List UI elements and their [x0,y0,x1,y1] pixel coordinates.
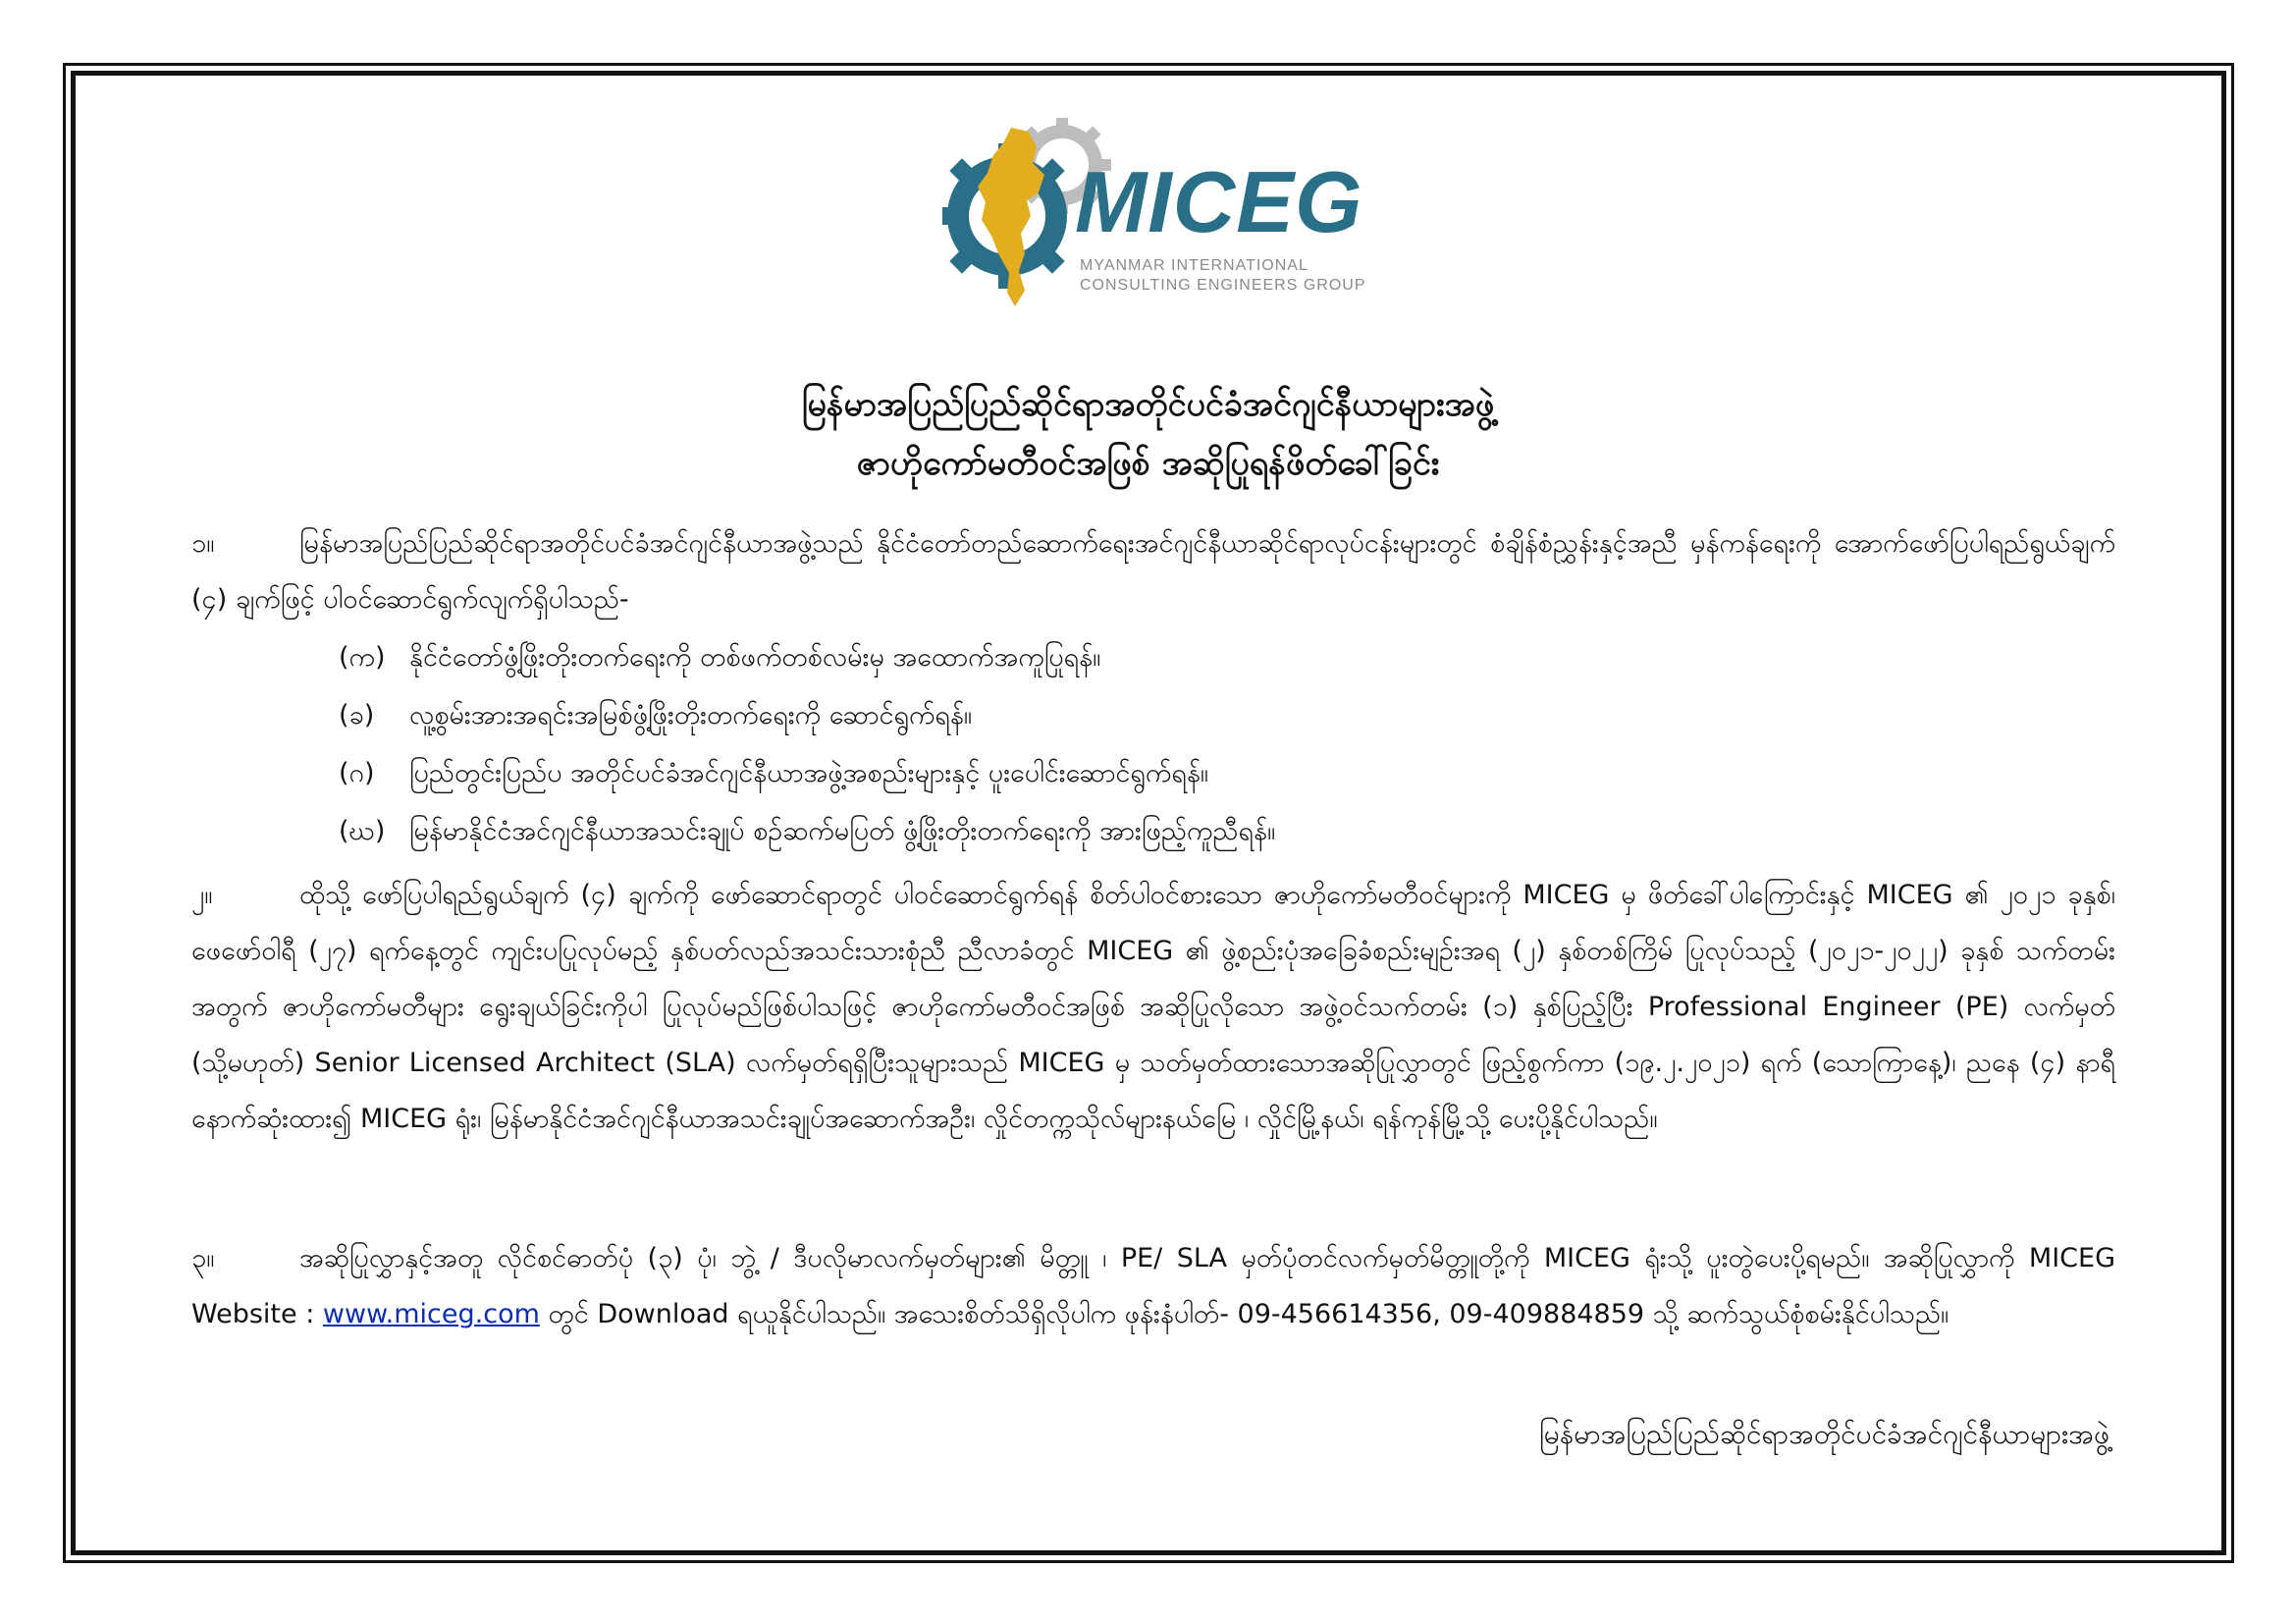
objectives-list [339,628,2106,860]
list-item-text: ပြည်တွင်းပြည်ပ အတိုင်ပင်ခံအင်ဂျင်နီယာအဖွဲ့အစည်းများနှင့် ပူးပေါင်းဆောင်ရွက်ရန်။ [409,758,1208,788]
list-marker: (ဃ) [339,816,386,846]
miceg-logo [942,118,1404,314]
list-item-text: လူ့စွမ်းအားအရင်းအမြစ်ဖွံ့ဖြိုးတိုးတက်ရေးကို ဆောင်ရွက်ရန်။ [409,700,973,731]
signature-organization: မြန်မာအပြည်ပြည်ဆိုင်ရာအတိုင်ပင်ခံအင်ဂျင်နီယာများအဖွဲ့ [1539,1418,2109,1450]
logo-subtitle-line2: CONSULTING ENGINEERS GROUP [1080,277,1366,294]
paragraph-3 [191,1230,2115,1342]
logo-wordmark: MICEG [1075,153,1363,250]
paragraph-text-after-link: တွင် Download ရယူနိုင်ပါသည်။ အသေးစိတ်သိရှိလိုပါက ဖုန်းနံပါတ်- 09-456614356, 09-409884859 သို့ ဆက်သွယ်စုံစမ်းနိုင်ပါသည်။ [539,1299,1949,1329]
paragraph-2 [191,867,2115,1147]
website-link[interactable]: www.miceg.com [322,1299,540,1329]
paragraph-text-before-link: အဆိုပြုလွှာနှင့်အတူ လိုင်စင်ဓာတ်ပုံ (၃) ပုံ၊ ဘွဲ့ / ဒီပလိုမာလက်မှတ်များ၏ မိတ္တူ ၊ PE/ SLA မှတ်ပုံတင်လက်မှတ်မိတ္တူတို့ကို MICEG ရုံးသို့ ပူးတွဲပေးပို့ရမည်။ အဆိုပြုလွှာကို MICEG Website : [191,1243,2115,1329]
myanmar-map-icon [978,128,1044,306]
paragraph-number: ၃။ [191,1243,215,1273]
list-item [339,628,2106,686]
list-item [339,802,2106,860]
list-marker: (ဂ) [339,758,375,788]
list-marker: (ခ) [339,700,375,731]
logo-subtitle-line1: MYANMAR INTERNATIONAL [1080,257,1308,274]
list-item [339,744,2106,802]
list-item [339,686,2106,744]
document-title-line2: ဇာဟိုကော်မတီဝင်အဖြစ် အဆိုပြုရန်ဖိတ်ခေါ်ခြင်း [856,444,1440,483]
paragraph-text: မြန်မာအပြည်ပြည်ဆိုင်ရာအတိုင်ပင်ခံအင်ဂျင်နီယာအဖွဲ့သည် နိုင်ငံတော်တည်ဆောက်ရေးအင်ဂျင်နီယာဆိုင်ရာလုပ်ငန်းများတွင် စံချိန်စံညွှန်းနှင့်အညီ မှန်ကန်ရေးကို အောက်ဖော်ပြပါရည်ရွယ်ချက် (၄) ချက်ဖြင့် ပါဝင်ဆောင်ရွက်လျက်ရှိပါသည်- [191,528,2115,615]
paragraph-1 [191,515,2115,627]
paragraph-text: ထိုသို့ ဖော်ပြပါရည်ရွယ်ချက် (၄) ချက်ကို ဖော်ဆောင်ရာတွင် ပါဝင်ဆောင်ရွက်ရန် စိတ်ပါဝင်စားသော ဇာဟိုကော်မတီဝင်များကို MICEG မှ ဖိတ်ခေါ်ပါကြောင်းနှင့် MICEG ၏ ၂၀၂၁ ခုနှစ်၊ ဖေဖော်ဝါရီ (၂၇) ရက်နေ့တွင် ကျင်းပပြုလုပ်မည့် နှစ်ပတ်လည်အသင်းသားစုံညီ ညီလာခံတွင် MICEG ၏ ဖွဲ့စည်းပုံအခြေခံစည်းမျဉ်းအရ (၂) နှစ်တစ်ကြိမ် ပြုလုပ်သည့် (၂၀၂၁-၂၀၂၂) ခုနှစ် သက်တမ်းအတွက် ဇာဟိုကော်မတီများ ရွေးချယ်ခြင်းကိုပါ ပြုလုပ်မည်ဖြစ်ပါသဖြင့် ဇာဟိုကော်မတီဝင်အဖြစ် အဆိုပြုလိုသော အဖွဲ့ဝင်သက်တမ်း (၁) နှစ်ပြည့်ပြီး Professional Engineer (PE) လက်မှတ် (သို့မဟုတ်) Senior Licensed Architect (SLA) လက်မှတ်ရရှိပြီးသူများသည် MICEG မှ သတ်မှတ်ထားသောအဆိုပြုလွှာတွင် ဖြည့်စွက်ကာ (၁၉.၂.၂၀၂၁) ရက် (သောကြာနေ့)၊ ညနေ (၄) နာရီ နောက်ဆုံးထား၍ MICEG ရုံး၊ မြန်မာနိုင်ငံအင်ဂျင်နီယာအသင်းချုပ်အဆောက်အဦး၊ လှိုင်တက္ကသိုလ်များနယ်မြေ ၊ လှိုင်မြို့နယ်၊ ရန်ကုန်မြို့သို့ ပေးပို့နိုင်ပါသည်။ [191,880,2115,1134]
paragraph-number: ၁။ [191,528,215,559]
list-item-text: နိုင်ငံတော်ဖွံ့ဖြိုးတိုးတက်ရေးကို တစ်ဖက်တစ်လမ်းမှ အထောက်အကူပြုရန်။ [409,642,1101,673]
paragraph-number: ၂။ [191,880,213,910]
list-marker: (က) [339,642,386,673]
document-title-line1: မြန်မာအပြည်ပြည်ဆိုင်ရာအတိုင်ပင်ခံအင်ဂျင်နီယာများအဖွဲ့ [801,385,1495,424]
list-item-text: မြန်မာနိုင်ငံအင်ဂျင်နီယာအသင်းချုပ် စဉ်ဆက်မပြတ် ဖွံ့ဖြိုးတိုးတက်ရေးကို အားဖြည့်ကူညီရန်။ [409,816,1276,846]
